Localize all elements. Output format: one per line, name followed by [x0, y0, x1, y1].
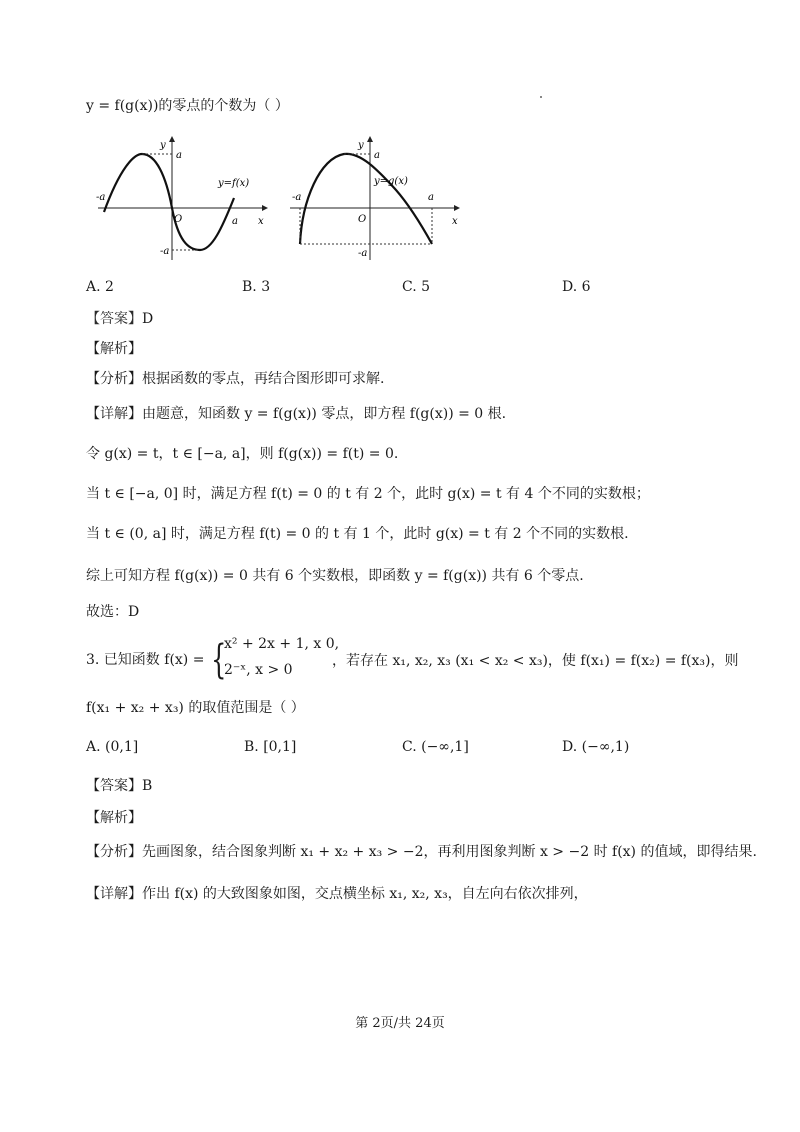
q3-piece-1: x² + 2x + 1, x 0,	[224, 636, 340, 652]
q2-option-b: B. 3	[242, 279, 271, 295]
q2-analysis-tag: 【解析】	[86, 341, 142, 357]
q3-fenxi: 先画图象，结合图象判断 x₁ + x₂ + x₃ > −2，再利用图象判断 x > −2 时 f(x) 的值域，即得结果.	[142, 844, 757, 860]
g-curve-label: y=g(x)	[374, 176, 408, 187]
q2-option-c: C. 5	[402, 279, 431, 295]
q3-option-c: C. (−∞,1]	[402, 739, 469, 755]
q2-xiangjie: 由题意，知函数 y = f(g(x)) 零点，即方程 f(g(x)) = 0 根.	[142, 406, 507, 422]
f-y-label: y	[160, 140, 166, 151]
q3-option-a: A. (0,1]	[86, 739, 139, 755]
g-y-arrow	[367, 136, 373, 142]
graph-g	[286, 128, 466, 264]
f-origin: O	[174, 214, 183, 225]
q3-answer-tag: 【答案】	[86, 778, 142, 794]
q2-line-4: 当 t ∈ (0, a] 时，满足方程 f(t) = 0 的 t 有 1 个，此时 g(x) = t 有 2 个不同的实数根.	[86, 526, 629, 542]
g-a-top: a	[374, 150, 380, 161]
q2-answer: D	[142, 311, 154, 327]
g-pos-a: a	[428, 192, 434, 203]
q2-option-a: A. 2	[86, 279, 114, 295]
q3-prefix: 3. 已知函数 f(x) =	[86, 652, 205, 668]
g-neg-a: -a	[292, 192, 302, 203]
q3-condition: ，若存在 x₁, x₂, x₃ (x₁ < x₂ < x₃)，使 f(x₁) = f(x₂) = f(x₃)，则	[332, 653, 739, 669]
q2-line-3: 当 t ∈ [−a, 0] 时，满足方程 f(t) = 0 的 t 有 2 个，此时 g(x) = t 有 4 个不同的实数根；	[86, 486, 650, 502]
q3-xiangjie-tag: 【详解】	[86, 886, 142, 902]
q2-conclusion: 故选：D	[86, 604, 140, 620]
f-neg-a-bottom: -a	[160, 246, 170, 257]
q3-option-d: D. (−∞,1)	[562, 739, 630, 755]
q2-answer-tag: 【答案】	[86, 311, 142, 327]
q3-option-b: B. [0,1]	[244, 739, 297, 755]
q3-stem-2: f(x₁ + x₂ + x₃) 的取值范围是（ ）	[86, 700, 305, 716]
g-curve	[300, 154, 432, 244]
f-curve	[104, 154, 234, 250]
q2-fenxi-tag: 【分析】	[86, 371, 142, 387]
q2-line-5: 综上可知方程 f(g(x)) = 0 共有 6 个实数根，即函数 y = f(g(x)) 共有 6 个零点.	[86, 568, 584, 584]
q2-fenxi: 根据函数的零点，再结合图形即可求解.	[142, 371, 385, 387]
g-neg-a-bottom: -a	[358, 248, 368, 259]
q3-answer: B	[142, 778, 153, 794]
graph-f	[90, 128, 275, 264]
q2-stem-tail: y = f(g(x))的零点的个数为（ ）	[86, 98, 289, 114]
q2-line-2: 令 g(x) = t，t ∈ [−a, a]，则 f(g(x)) = f(t) = 0.	[86, 446, 399, 462]
q3-answer-line	[86, 776, 152, 796]
q2-fenxi-line	[86, 369, 384, 389]
page-footer: 第 2页/共 24页	[355, 1016, 445, 1031]
scan-speck	[540, 96, 542, 98]
q2-xiangjie-line	[86, 404, 506, 424]
f-x-arrow	[262, 205, 268, 211]
f-pos-a: a	[232, 216, 238, 227]
q3-fenxi-tag: 【分析】	[86, 844, 142, 860]
f-x-label: x	[258, 216, 264, 227]
q3-xiangjie-line	[86, 884, 588, 904]
q3-analysis-tag: 【解析】	[86, 810, 142, 826]
g-origin: O	[358, 214, 367, 225]
q2-answer-line	[86, 309, 153, 329]
f-neg-a: -a	[96, 192, 106, 203]
piecewise-brace: {	[211, 637, 227, 683]
g-y-label: y	[358, 140, 364, 151]
q3-fenxi-line	[86, 842, 757, 862]
g-x-label: x	[452, 216, 458, 227]
q3-piece-2: 2⁻ˣ, x > 0	[224, 662, 293, 678]
q3-xiangjie: 作出 f(x) 的大致图象如图，交点横坐标 x₁, x₂, x₃，自左向右依次排列，	[142, 886, 588, 902]
g-x-arrow	[454, 205, 460, 211]
q2-option-d: D. 6	[562, 279, 591, 295]
f-curve-label: y=f(x)	[218, 178, 250, 189]
f-y-arrow	[169, 136, 175, 142]
f-a-top: a	[176, 150, 182, 161]
q2-xiangjie-tag: 【详解】	[86, 406, 142, 422]
